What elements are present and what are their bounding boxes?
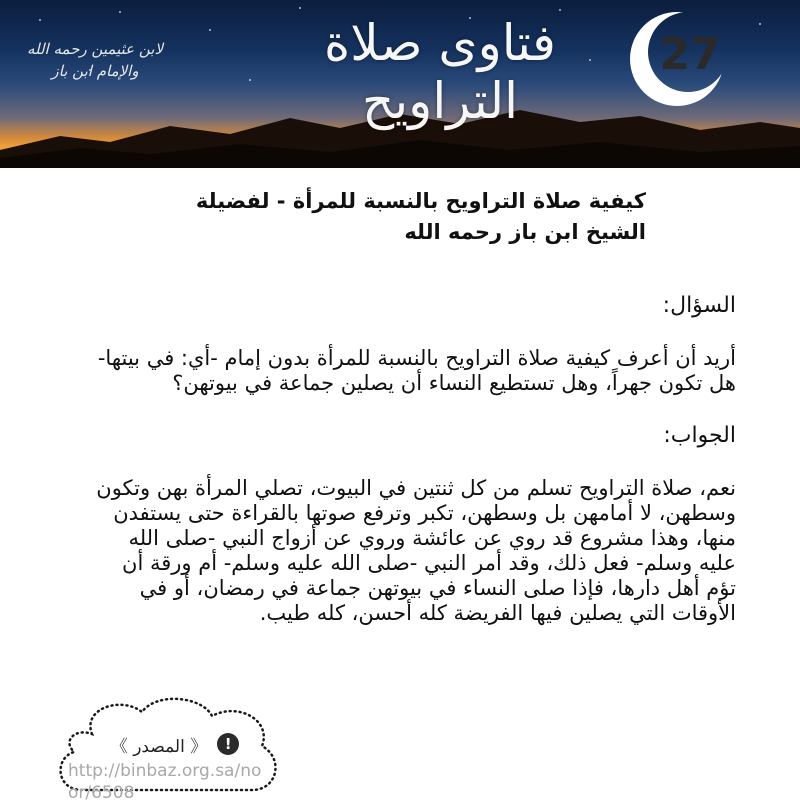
source-label: 《 المصدر 》 bbox=[110, 736, 208, 757]
article-title-line-2: الشيخ ابن باز رحمه الله bbox=[404, 220, 646, 244]
article-title bbox=[96, 186, 736, 248]
article-title-line-1: كيفية صلاة التراويح بالنسبة للمرأة - لفضيلة bbox=[195, 189, 646, 213]
info-icon: ! bbox=[217, 733, 239, 755]
episode-badge bbox=[640, 4, 740, 104]
answer-text: نعم، صلاة التراويح تسلم من كل ثنتين في البيوت، تصلي المرأة بهن وتكون وسطهن، لا أمامهن بل وسطهن، تكبر وترفع صوتها بالقراءة حتى يستفدن منها، وهذا مشروع قد روي عن عائشة وروي عن أزواج النبي -صلى الله عليه وسلم- فعل ذلك، وقد أمر النبي -صلى الله عليه وسلم- أم ورقة أن تؤم أهل دارها، فإذا صلى النساء في بيوتهن جماعة في رمضان، أو في الأوقات التي يصلين فيها الفريضة كله أحسن، كله طيب. bbox=[96, 476, 736, 625]
fatwa-article bbox=[96, 186, 736, 626]
question-text: أريد أن أعرف كيفية صلاة التراويح بالنسبة للمرأة بدون إمام -أي: في بيتها- هل تكون جهراً، وهل تستطيع النساء أن يصلين جماعة في بيوتهن؟ bbox=[97, 346, 736, 395]
header-banner bbox=[0, 0, 800, 168]
answer-label: الجواب: bbox=[663, 423, 736, 448]
banner-title: فتاوى صلاة التراويح bbox=[324, 14, 556, 130]
signature-line-1: لابن عثيمين رحمه الله bbox=[26, 40, 164, 58]
source-row[interactable] bbox=[100, 730, 250, 758]
source-url-link[interactable]: http://binbaz.org.sa/noor/6508 bbox=[68, 761, 262, 803]
signature-line-2: والإمام ابن باز bbox=[51, 62, 139, 80]
scholars-signature bbox=[20, 38, 170, 82]
episode-number: 27 bbox=[659, 28, 721, 80]
question-label: السؤال: bbox=[662, 293, 736, 318]
